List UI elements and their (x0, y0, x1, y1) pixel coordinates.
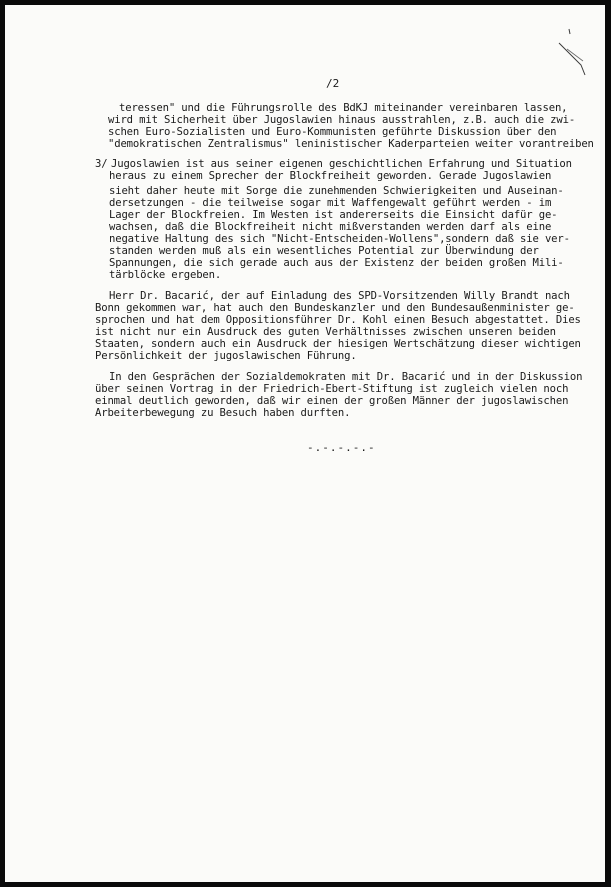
text-line: sieht daher heute mit Sorge die zunehmenden Schwierigkeiten und Auseinan- (109, 185, 564, 197)
text-line: Lager der Blockfreien. Im Westen ist andererseits die Einsicht dafür ge- (109, 209, 558, 221)
text-line: teressen" und die Führungsrolle des BdKJ miteinander vereinbaren lassen, (119, 102, 568, 114)
text-line: Persönlichkeit der jugoslawischen Führung. (95, 350, 357, 362)
text-line: tärblöcke ergeben. (109, 269, 222, 281)
text-line: "demokratischen Zentralismus" leninistischer Kaderparteien weiter vorantreiben (108, 138, 594, 150)
text-line: wachsen, daß die Blockfreiheit nicht mißverstanden werden darf als eine (109, 221, 552, 233)
text-line: einmal deutlich geworden, daß wir einen der großen Männer der jugoslawischen (95, 395, 569, 407)
text-line: dersetzungen - die teilweise sogar mit Waffengewalt geführt werden - im (109, 197, 552, 209)
text-line: wird mit Sicherheit über Jugoslawien hinaus ausstrahlen, z.B. auch die zwi- (108, 114, 576, 126)
text-line: heraus zu einem Sprecher der Blockfreiheit geworden. Gerade Jugoslawien (109, 170, 552, 182)
text-line: Herr Dr. Bacarić, der auf Einladung des SPD-Vorsitzenden Willy Brandt nach (109, 290, 570, 302)
list-marker: 3/ (95, 158, 108, 170)
end-mark: -.-.-.-.- (307, 441, 376, 454)
text-line: In den Gesprächen der Sozialdemokraten mit Dr. Bacarić und in der Diskussion (109, 371, 583, 383)
text-line: Bonn gekommen war, hat auch den Bundeskanzler und den Bundesaußenminister ge- (95, 302, 575, 314)
text-line: negative Haltung des sich "Nicht-Entscheiden-Wollens",sondern daß sie ver- (109, 233, 570, 245)
document-page (5, 5, 605, 882)
text-line: Spannungen, die sich gerade auch aus der Existenz der beiden großen Mili- (109, 257, 564, 269)
text-line: sprochen und hat dem Oppositionsführer Dr. Kohl einen Besuch abgestattet. Dies (95, 314, 581, 326)
text-line: ist nicht nur ein Ausdruck des guten Verhältnisses zwischen unseren beiden (95, 326, 556, 338)
text-line: Arbeiterbewegung zu Besuch haben durften. (95, 407, 351, 419)
corner-pencil-mark (545, 25, 605, 85)
text-line: Staaten, sondern auch ein Ausdruck der hiesigen Wertschätzung dieser wichtigen (95, 338, 581, 350)
page-number: /2 (326, 77, 340, 90)
text-line: standen werden muß als ein wesentliches Potential zur Überwindung der (109, 245, 539, 257)
text-line: schen Euro-Sozialisten und Euro-Kommunisten geführte Diskussion über den (108, 126, 557, 138)
text-line: über seinen Vortrag in der Friedrich-Ebert-Stiftung ist zugleich vielen noch (95, 383, 569, 395)
text-line: Jugoslawien ist aus seiner eigenen geschichtlichen Erfahrung und Situation (111, 158, 572, 170)
